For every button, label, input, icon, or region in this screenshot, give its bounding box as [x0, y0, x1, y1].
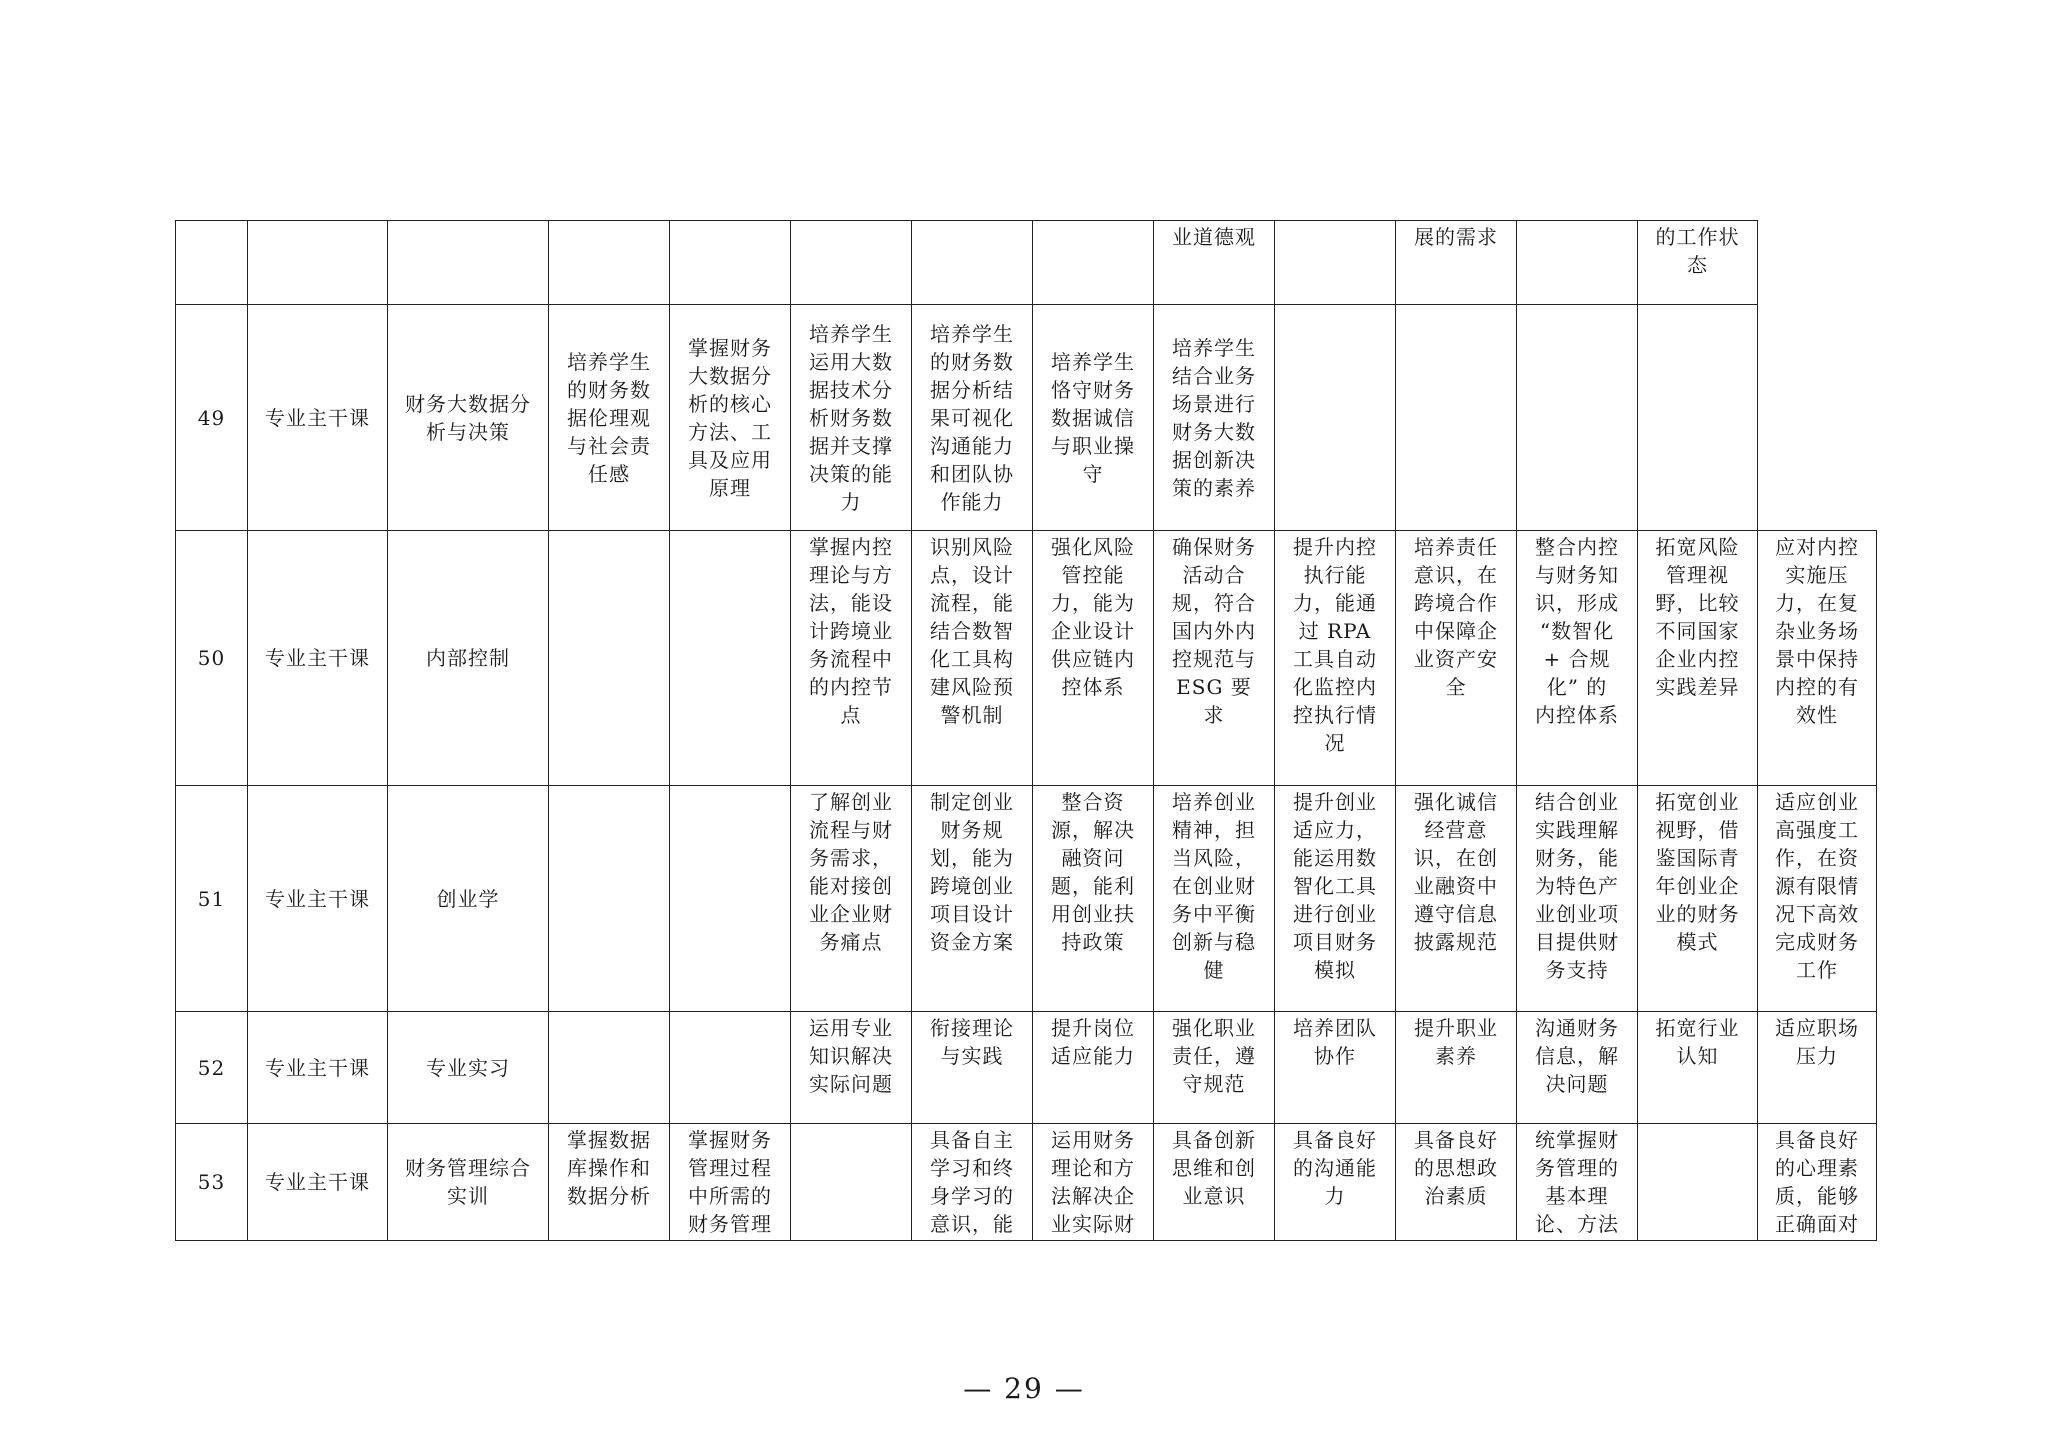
course-type-cell — [248, 221, 388, 305]
objective-cell: 拓宽风险 管理视 野，比较 不同国家 企业内控 实践差异 — [1638, 531, 1758, 786]
course-name-cell: 财务管理综合 实训 — [388, 1124, 549, 1241]
objective-cell: 掌握内控 理论与方 法，能设 计跨境业 务流程中 的内控节 点 — [791, 531, 912, 786]
objective-cell: 业道德观 — [1154, 221, 1275, 305]
course-type-cell: 专业主干课 — [248, 1012, 388, 1124]
objective-cell: 掌握数据 库操作和 数据分析 — [549, 1124, 670, 1241]
objective-cell — [549, 221, 670, 305]
objective-cell: 的工作状 态 — [1638, 221, 1758, 305]
objective-cell: 沟通财务 信息，解 决问题 — [1517, 1012, 1638, 1124]
objective-cell: 适应职场 压力 — [1758, 1012, 1877, 1124]
objective-cell: 培养学生 的财务数 据伦理观 与社会责 任感 — [549, 305, 670, 531]
course-type-cell: 专业主干课 — [248, 1124, 388, 1241]
objective-cell: 提升岗位 适应能力 — [1033, 1012, 1154, 1124]
objective-cell: 具备良好 的思想政 治素质 — [1396, 1124, 1517, 1241]
table-body — [176, 221, 1877, 1241]
objective-cell: 整合资 源，解决 融资问 题，能利 用创业扶 持政策 — [1033, 786, 1154, 1012]
course-type-cell: 专业主干课 — [248, 786, 388, 1012]
curriculum-matrix-table — [175, 220, 1877, 1241]
objective-cell — [549, 1012, 670, 1124]
objective-cell: 提升内控 执行能 力，能通 过 RPA 工具自动 化监控内 控执行情 况 — [1275, 531, 1396, 786]
course-name-cell: 专业实习 — [388, 1012, 549, 1124]
course-name-cell: 创业学 — [388, 786, 549, 1012]
course-name-cell: 内部控制 — [388, 531, 549, 786]
objective-cell: 提升职业 素养 — [1396, 1012, 1517, 1124]
objective-cell: 具备创新 思维和创 业意识 — [1154, 1124, 1275, 1241]
objective-cell: 识别风险 点，设计 流程，能 结合数智 化工具构 建风险预 警机制 — [912, 531, 1033, 786]
objective-cell — [670, 1012, 791, 1124]
table-row — [176, 1012, 1877, 1124]
objective-cell: 适应创业 高强度工 作，在资 源有限情 况下高效 完成财务 工作 — [1758, 786, 1877, 1012]
objective-cell: 拓宽行业 认知 — [1638, 1012, 1758, 1124]
course-name-cell — [388, 221, 549, 305]
objective-cell: 整合内控 与财务知 识，形成 “数智化 + 合规 化” 的 内控体系 — [1517, 531, 1638, 786]
objective-cell: 运用专业 知识解决 实际问题 — [791, 1012, 912, 1124]
objective-cell: 强化诚信 经营意 识，在创 业融资中 遵守信息 披露规范 — [1396, 786, 1517, 1012]
objective-cell: 了解创业 流程与财 务需求， 能对接创 业企业财 务痛点 — [791, 786, 912, 1012]
objective-cell — [549, 531, 670, 786]
curriculum-table-wrapper — [175, 220, 1877, 1241]
objective-cell — [1275, 305, 1396, 531]
objective-cell: 具备自主 学习和终 身学习的 意识，能 — [912, 1124, 1033, 1241]
row-number-cell: 53 — [176, 1124, 248, 1241]
objective-cell — [549, 786, 670, 1012]
row-number-cell: 52 — [176, 1012, 248, 1124]
objective-cell — [912, 221, 1033, 305]
objective-cell: 培养学生 的财务数 据分析结 果可视化 沟通能力 和团队协 作能力 — [912, 305, 1033, 531]
objective-cell — [670, 531, 791, 786]
objective-cell: 掌握财务 大数据分 析的核心 方法、工 具及应用 原理 — [670, 305, 791, 531]
objective-cell: 具备良好 的心理素 质，能够 正确面对 — [1758, 1124, 1877, 1241]
table-row — [176, 305, 1877, 531]
objective-cell: 强化风险 管控能 力，能为 企业设计 供应链内 控体系 — [1033, 531, 1154, 786]
objective-cell: 培养学生 恪守财务 数据诚信 与职业操 守 — [1033, 305, 1154, 531]
objective-cell: 结合创业 实践理解 财务，能 为特色产 业创业项 目提供财 务支持 — [1517, 786, 1638, 1012]
objective-cell: 强化职业 责任，遵 守规范 — [1154, 1012, 1275, 1124]
objective-cell — [1275, 221, 1396, 305]
objective-cell — [791, 1124, 912, 1241]
objective-cell: 培养学生 结合业务 场景进行 财务大数 据创新决 策的素养 — [1154, 305, 1275, 531]
objective-cell: 拓宽创业 视野，借 鉴国际青 年创业企 业的财务 模式 — [1638, 786, 1758, 1012]
objective-cell: 展的需求 — [1396, 221, 1517, 305]
table-row — [176, 531, 1877, 786]
objective-cell — [1517, 221, 1638, 305]
objective-cell: 培养团队 协作 — [1275, 1012, 1396, 1124]
page-number: — 29 — — [963, 1372, 1085, 1405]
course-name-cell: 财务大数据分 析与决策 — [388, 305, 549, 531]
objective-cell: 掌握财务 管理过程 中所需的 财务管理 — [670, 1124, 791, 1241]
objective-cell: 统掌握财 务管理的 基本理 论、方法 — [1517, 1124, 1638, 1241]
row-number-cell — [176, 221, 248, 305]
objective-cell: 制定创业 财务规 划，能为 跨境创业 项目设计 资金方案 — [912, 786, 1033, 1012]
objective-cell: 培养创业 精神，担 当风险， 在创业财 务中平衡 创新与稳 健 — [1154, 786, 1275, 1012]
table-row — [176, 1124, 1877, 1241]
objective-cell: 提升创业 适应力， 能运用数 智化工具 进行创业 项目财务 模拟 — [1275, 786, 1396, 1012]
objective-cell — [1638, 305, 1758, 531]
objective-cell: 具备良好 的沟通能 力 — [1275, 1124, 1396, 1241]
objective-cell — [1517, 305, 1638, 531]
objective-cell: 运用财务 理论和方 法解决企 业实际财 — [1033, 1124, 1154, 1241]
objective-cell: 应对内控 实施压 力，在复 杂业务场 景中保持 内控的有 效性 — [1758, 531, 1877, 786]
objective-cell: 确保财务 活动合 规，符合 国内外内 控规范与 ESG 要求 — [1154, 531, 1275, 786]
table-row — [176, 221, 1877, 305]
objective-cell — [1396, 305, 1517, 531]
course-type-cell: 专业主干课 — [248, 305, 388, 531]
objective-cell — [1638, 1124, 1758, 1241]
course-type-cell: 专业主干课 — [248, 531, 388, 786]
objective-cell — [1033, 221, 1154, 305]
objective-cell: 衔接理论 与实践 — [912, 1012, 1033, 1124]
objective-cell — [670, 786, 791, 1012]
row-number-cell: 51 — [176, 786, 248, 1012]
table-row — [176, 786, 1877, 1012]
objective-cell: 培养责任 意识，在 跨境合作 中保障企 业资产安 全 — [1396, 531, 1517, 786]
objective-cell — [670, 221, 791, 305]
objective-cell — [791, 221, 912, 305]
objective-cell: 培养学生 运用大数 据技术分 析财务数 据并支撑 决策的能 力 — [791, 305, 912, 531]
row-number-cell: 49 — [176, 305, 248, 531]
row-number-cell: 50 — [176, 531, 248, 786]
